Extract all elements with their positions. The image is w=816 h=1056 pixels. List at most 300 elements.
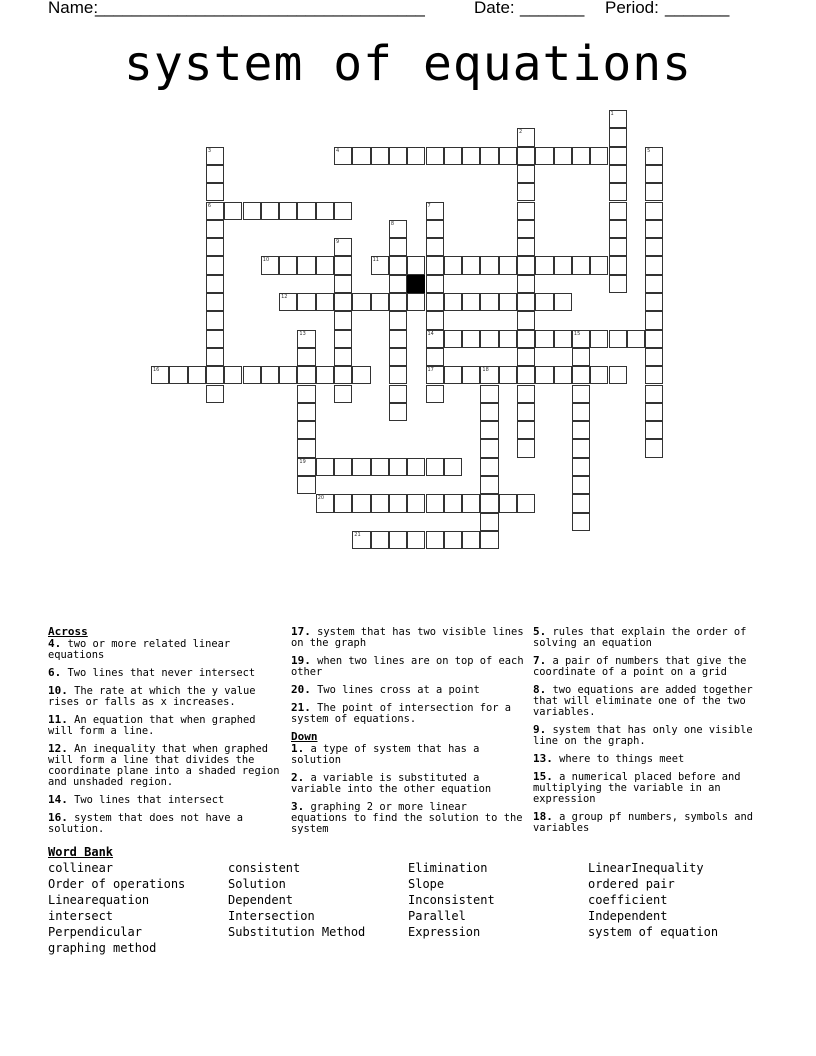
grid-cell[interactable] bbox=[480, 256, 498, 274]
grid-cell[interactable] bbox=[517, 238, 535, 256]
grid-cell[interactable] bbox=[334, 458, 352, 476]
grid-cell[interactable] bbox=[316, 494, 334, 512]
clue-item bbox=[291, 702, 527, 725]
grid-cell[interactable] bbox=[517, 220, 535, 238]
grid-cell[interactable] bbox=[572, 421, 590, 439]
grid-cell[interactable] bbox=[645, 439, 663, 457]
clue-item bbox=[291, 626, 527, 649]
grid-cell[interactable] bbox=[645, 256, 663, 274]
grid-cell[interactable] bbox=[426, 458, 444, 476]
grid-cell[interactable] bbox=[371, 494, 389, 512]
grid-cell[interactable] bbox=[572, 385, 590, 403]
grid-cell[interactable] bbox=[609, 110, 627, 128]
word-bank-item: Order of operations bbox=[48, 877, 186, 891]
grid-cell[interactable] bbox=[297, 403, 315, 421]
clue-number: 3 bbox=[207, 147, 212, 154]
grid-cell[interactable] bbox=[444, 494, 462, 512]
grid-cell[interactable] bbox=[572, 476, 590, 494]
grid-cell[interactable] bbox=[535, 256, 553, 274]
grid-cell[interactable] bbox=[590, 147, 608, 165]
clue-item bbox=[533, 771, 769, 805]
grid-cell[interactable] bbox=[297, 385, 315, 403]
grid-cell[interactable] bbox=[206, 311, 224, 329]
grid-cell[interactable] bbox=[426, 293, 444, 311]
grid-cell[interactable] bbox=[572, 513, 590, 531]
grid-cell[interactable] bbox=[371, 147, 389, 165]
grid-cell[interactable] bbox=[206, 202, 224, 220]
grid-cell[interactable] bbox=[352, 531, 370, 549]
grid-cell[interactable] bbox=[609, 128, 627, 146]
grid-cell[interactable] bbox=[554, 256, 572, 274]
grid-cell[interactable] bbox=[206, 238, 224, 256]
clue-item bbox=[48, 812, 284, 835]
clue-text: graphing 2 or more linear equations to find the solution to the system bbox=[291, 801, 523, 835]
clue-item bbox=[48, 794, 284, 806]
grid-cell[interactable] bbox=[609, 220, 627, 238]
clue-item bbox=[533, 811, 769, 834]
clue-number-label: 9. bbox=[533, 723, 547, 736]
clue-item bbox=[291, 655, 527, 678]
word-bank-item: Inconsistent bbox=[408, 893, 495, 907]
grid-cell[interactable] bbox=[609, 238, 627, 256]
grid-cell[interactable] bbox=[462, 147, 480, 165]
grid-cell[interactable] bbox=[334, 147, 352, 165]
grid-cell[interactable] bbox=[554, 293, 572, 311]
grid-cell[interactable] bbox=[535, 147, 553, 165]
grid-cell[interactable] bbox=[426, 311, 444, 329]
clue-number: 9 bbox=[336, 239, 340, 246]
grid-cell[interactable] bbox=[517, 366, 535, 384]
down-clues-part-1 bbox=[291, 743, 527, 835]
clues-column-3 bbox=[533, 626, 769, 840]
grid-cell[interactable] bbox=[426, 238, 444, 256]
clue-number: 17 bbox=[427, 367, 434, 374]
grid-cell[interactable] bbox=[316, 202, 334, 220]
grid-cell[interactable] bbox=[444, 366, 462, 384]
grid-cell[interactable] bbox=[206, 165, 224, 183]
clue-number-label: 4. bbox=[48, 637, 62, 650]
grid-cell[interactable] bbox=[444, 256, 462, 274]
clue-number-label: 5. bbox=[533, 625, 547, 638]
grid-cell[interactable] bbox=[517, 183, 535, 201]
grid-cell[interactable] bbox=[297, 202, 315, 220]
grid-cell[interactable] bbox=[645, 202, 663, 220]
clue-number: 4 bbox=[336, 147, 340, 154]
grid-cell[interactable] bbox=[352, 494, 370, 512]
word-bank-item: Elimination bbox=[408, 861, 488, 875]
grid-cell[interactable] bbox=[206, 293, 224, 311]
grid-cell[interactable] bbox=[462, 366, 480, 384]
grid-cell[interactable] bbox=[517, 494, 535, 512]
word-bank-item: consistent bbox=[228, 861, 301, 875]
grid-cell[interactable] bbox=[444, 531, 462, 549]
grid-cell[interactable] bbox=[517, 293, 535, 311]
grid-cell[interactable] bbox=[297, 476, 315, 494]
grid-cell[interactable] bbox=[572, 147, 590, 165]
clue-item bbox=[533, 753, 769, 765]
grid-cell[interactable] bbox=[645, 293, 663, 311]
clue-number-label: 7. bbox=[533, 654, 547, 667]
grid-cell[interactable] bbox=[572, 348, 590, 366]
grid-cell[interactable] bbox=[645, 330, 663, 348]
grid-cell[interactable] bbox=[169, 366, 187, 384]
grid-cell[interactable] bbox=[279, 256, 297, 274]
clue-text: An inequality that when graphed will form a line that divides the coordinate plane into a shaded region and unshaded region. bbox=[48, 743, 280, 788]
grid-cell[interactable] bbox=[517, 385, 535, 403]
clue-number-label: 19. bbox=[291, 654, 311, 667]
grid-cell[interactable] bbox=[279, 366, 297, 384]
grid-cell[interactable] bbox=[297, 366, 315, 384]
grid-cell[interactable] bbox=[206, 220, 224, 238]
grid-cell[interactable] bbox=[499, 293, 517, 311]
grid-cell[interactable] bbox=[462, 293, 480, 311]
grid-cell[interactable] bbox=[297, 256, 315, 274]
grid-cell[interactable] bbox=[590, 330, 608, 348]
grid-cell[interactable] bbox=[444, 330, 462, 348]
clue-text: system that has two visible lines on the graph bbox=[291, 626, 524, 649]
clue-text: a variable is substituted a variable into the other equation bbox=[291, 772, 492, 795]
grid-cell[interactable] bbox=[316, 458, 334, 476]
word-bank-item: collinear bbox=[48, 861, 114, 875]
grid-cell[interactable] bbox=[352, 366, 370, 384]
grid-cell[interactable] bbox=[499, 494, 517, 512]
grid-cell[interactable] bbox=[371, 531, 389, 549]
grid-cell[interactable] bbox=[352, 458, 370, 476]
clue-item bbox=[291, 684, 527, 696]
grid-cell[interactable] bbox=[572, 366, 590, 384]
grid-cell[interactable] bbox=[462, 330, 480, 348]
clue-number: 5 bbox=[647, 147, 651, 154]
grid-cell[interactable] bbox=[590, 256, 608, 274]
grid-cell[interactable] bbox=[371, 458, 389, 476]
clue-text: system that has only one visible line on the graph. bbox=[533, 724, 753, 747]
grid-cell[interactable] bbox=[371, 256, 389, 274]
clue-item bbox=[533, 626, 769, 649]
word-bank-item: Solution bbox=[228, 877, 286, 891]
clue-text: Two lines that never intersect bbox=[61, 667, 256, 679]
word-bank-heading: Word Bank bbox=[48, 845, 114, 859]
grid-cell[interactable] bbox=[572, 403, 590, 421]
grid-cell[interactable] bbox=[554, 330, 572, 348]
grid-cell[interactable] bbox=[389, 366, 407, 384]
grid-cell[interactable] bbox=[407, 293, 425, 311]
grid-cell[interactable] bbox=[609, 165, 627, 183]
grid-cell[interactable] bbox=[645, 183, 663, 201]
grid-cell[interactable] bbox=[609, 330, 627, 348]
clue-text: Two lines that intersect bbox=[67, 794, 225, 806]
grid-cell[interactable] bbox=[316, 366, 334, 384]
grid-cell[interactable] bbox=[334, 348, 352, 366]
grid-cell[interactable] bbox=[517, 421, 535, 439]
clue-number: 7 bbox=[427, 202, 431, 209]
grid-cell[interactable] bbox=[206, 366, 224, 384]
grid-cell[interactable] bbox=[426, 275, 444, 293]
clue-number: 6 bbox=[207, 202, 212, 209]
grid-cell[interactable] bbox=[444, 147, 462, 165]
grid-cell[interactable] bbox=[517, 311, 535, 329]
grid-cell[interactable] bbox=[426, 366, 444, 384]
clue-number: 14 bbox=[427, 330, 434, 337]
grid-cell[interactable] bbox=[609, 275, 627, 293]
grid-cell[interactable] bbox=[389, 238, 407, 256]
grid-cell[interactable] bbox=[480, 385, 498, 403]
grid-cell[interactable] bbox=[407, 256, 425, 274]
clue-number: 15 bbox=[573, 330, 581, 337]
grid-cell[interactable] bbox=[480, 421, 498, 439]
clue-text: An equation that when graphed will form a line. bbox=[48, 714, 256, 737]
grid-cell[interactable] bbox=[297, 439, 315, 457]
clue-number-label: 18. bbox=[533, 810, 553, 823]
grid-cell[interactable] bbox=[334, 256, 352, 274]
clue-number: 13 bbox=[299, 330, 306, 337]
grid-cell[interactable] bbox=[188, 366, 206, 384]
clue-text: two or more related linear equations bbox=[48, 638, 231, 661]
grid-cell[interactable] bbox=[389, 147, 407, 165]
grid-cell[interactable] bbox=[480, 366, 498, 384]
grid-cell[interactable] bbox=[462, 494, 480, 512]
grid-cell[interactable] bbox=[645, 165, 663, 183]
grid-cell[interactable] bbox=[609, 202, 627, 220]
grid-cell[interactable] bbox=[554, 366, 572, 384]
grid-cell[interactable] bbox=[517, 202, 535, 220]
grid-cell[interactable] bbox=[645, 421, 663, 439]
clue-number-label: 8. bbox=[533, 683, 547, 696]
grid-cell[interactable] bbox=[389, 220, 407, 238]
crossword-grid bbox=[151, 110, 664, 550]
grid-cell[interactable] bbox=[645, 275, 663, 293]
clue-number: 18 bbox=[482, 367, 489, 374]
grid-cell[interactable] bbox=[371, 293, 389, 311]
grid-cell[interactable] bbox=[389, 531, 407, 549]
grid-cell[interactable] bbox=[499, 256, 517, 274]
grid-cell[interactable] bbox=[297, 421, 315, 439]
grid-cell[interactable] bbox=[334, 293, 352, 311]
grid-cell[interactable] bbox=[480, 476, 498, 494]
clue-item bbox=[533, 724, 769, 747]
grid-cell[interactable] bbox=[645, 385, 663, 403]
grid-cell[interactable] bbox=[609, 366, 627, 384]
grid-cell[interactable] bbox=[645, 348, 663, 366]
clue-number-label: 17. bbox=[291, 625, 311, 638]
clue-number: 11 bbox=[372, 257, 379, 264]
grid-cell[interactable] bbox=[389, 330, 407, 348]
grid-cell[interactable] bbox=[535, 366, 553, 384]
clue-number-label: 11. bbox=[48, 713, 68, 726]
word-bank-item: Linearequation bbox=[48, 893, 150, 907]
grid-cell[interactable] bbox=[316, 293, 334, 311]
grid-cell[interactable] bbox=[316, 256, 334, 274]
clue-text: when two lines are on top of each other bbox=[291, 655, 524, 678]
clue-item bbox=[48, 638, 284, 661]
grid-cell[interactable] bbox=[645, 403, 663, 421]
grid-cell[interactable] bbox=[517, 330, 535, 348]
grid-cell[interactable] bbox=[352, 293, 370, 311]
grid-cell[interactable] bbox=[517, 348, 535, 366]
date-field-line[interactable]: _______ bbox=[520, 0, 585, 17]
clues-column-2 bbox=[291, 626, 527, 841]
grid-cell[interactable] bbox=[206, 147, 224, 165]
grid-cell[interactable] bbox=[572, 330, 590, 348]
grid-cell[interactable] bbox=[645, 147, 663, 165]
word-bank-item: system of equation bbox=[588, 925, 719, 939]
grid-cell[interactable] bbox=[407, 531, 425, 549]
grid-cell[interactable] bbox=[279, 202, 297, 220]
clue-number-label: 3. bbox=[291, 800, 305, 813]
grid-cell[interactable] bbox=[334, 366, 352, 384]
grid-cell[interactable] bbox=[572, 439, 590, 457]
grid-cell[interactable] bbox=[297, 458, 315, 476]
grid-cell[interactable] bbox=[645, 366, 663, 384]
grid-cell[interactable] bbox=[645, 238, 663, 256]
grid-cell[interactable] bbox=[517, 128, 535, 146]
grid-cell[interactable] bbox=[151, 366, 169, 384]
grid-cell[interactable] bbox=[572, 458, 590, 476]
grid-cell[interactable] bbox=[206, 330, 224, 348]
grid-cell[interactable] bbox=[426, 202, 444, 220]
grid-cell[interactable] bbox=[480, 330, 498, 348]
grid-cell[interactable] bbox=[243, 366, 261, 384]
grid-cell[interactable] bbox=[407, 458, 425, 476]
grid-cell[interactable] bbox=[444, 293, 462, 311]
grid-cell[interactable] bbox=[334, 311, 352, 329]
grid-cell[interactable] bbox=[499, 147, 517, 165]
grid-cell[interactable] bbox=[206, 385, 224, 403]
word-bank-item: Intersection bbox=[228, 909, 315, 923]
grid-cell[interactable] bbox=[334, 385, 352, 403]
grid-cell[interactable] bbox=[444, 458, 462, 476]
grid-cell[interactable] bbox=[261, 202, 279, 220]
grid-cell[interactable] bbox=[462, 531, 480, 549]
grid-cell[interactable] bbox=[517, 256, 535, 274]
grid-cell[interactable] bbox=[554, 147, 572, 165]
word-bank-item: intersect bbox=[48, 909, 114, 923]
grid-cell[interactable] bbox=[517, 439, 535, 457]
clue-item bbox=[291, 743, 527, 766]
grid-cell[interactable] bbox=[224, 202, 242, 220]
clue-number: 1 bbox=[610, 111, 614, 117]
grid-cell[interactable] bbox=[389, 311, 407, 329]
clue-text: a group pf numbers, symbols and variables bbox=[533, 811, 754, 834]
grid-cell[interactable] bbox=[206, 275, 224, 293]
grid-cell[interactable] bbox=[572, 494, 590, 512]
grid-cell[interactable] bbox=[645, 220, 663, 238]
grid-cell[interactable] bbox=[389, 275, 407, 293]
grid-cell[interactable] bbox=[389, 293, 407, 311]
grid-cell[interactable] bbox=[206, 183, 224, 201]
grid-cell[interactable] bbox=[334, 275, 352, 293]
grid-cell[interactable] bbox=[480, 147, 498, 165]
grid-cell[interactable] bbox=[517, 147, 535, 165]
grid-cell[interactable] bbox=[389, 348, 407, 366]
grid-cell[interactable] bbox=[535, 293, 553, 311]
grid-cell[interactable] bbox=[279, 293, 297, 311]
name-label: Name: bbox=[48, 0, 99, 17]
grid-cell[interactable] bbox=[407, 147, 425, 165]
clue-number: 19 bbox=[299, 458, 306, 465]
grid-cell[interactable] bbox=[206, 348, 224, 366]
grid-cell[interactable] bbox=[297, 293, 315, 311]
clue-item bbox=[48, 685, 284, 708]
grid-cell[interactable] bbox=[261, 366, 279, 384]
grid-cell[interactable] bbox=[334, 330, 352, 348]
grid-cell[interactable] bbox=[297, 330, 315, 348]
grid-cell[interactable] bbox=[426, 220, 444, 238]
grid-cell[interactable] bbox=[480, 531, 498, 549]
grid-cell[interactable] bbox=[426, 385, 444, 403]
name-field-line[interactable]: ____________________________________ bbox=[95, 0, 425, 17]
grid-cell[interactable] bbox=[609, 256, 627, 274]
grid-cell[interactable] bbox=[480, 513, 498, 531]
grid-cell[interactable] bbox=[426, 348, 444, 366]
grid-cell[interactable] bbox=[389, 458, 407, 476]
grid-cell[interactable] bbox=[426, 256, 444, 274]
grid-cell[interactable] bbox=[261, 256, 279, 274]
clue-text: Two lines cross at a point bbox=[310, 684, 480, 696]
grid-cell[interactable] bbox=[297, 348, 315, 366]
clue-text: a pair of numbers that give the coordinate of a point on a grid bbox=[533, 655, 747, 678]
grid-cell[interactable] bbox=[480, 439, 498, 457]
grid-cell[interactable] bbox=[517, 165, 535, 183]
word-bank-list bbox=[48, 860, 768, 956]
grid-cell[interactable] bbox=[572, 256, 590, 274]
grid-cell[interactable] bbox=[645, 311, 663, 329]
grid-cell[interactable] bbox=[517, 403, 535, 421]
period-field-line[interactable]: _______ bbox=[665, 0, 730, 17]
grid-cell[interactable] bbox=[609, 147, 627, 165]
clue-text: rules that explain the order of solving an equation bbox=[533, 626, 747, 649]
word-bank bbox=[48, 844, 768, 956]
clue-number: 10 bbox=[262, 257, 270, 264]
grid-cell[interactable] bbox=[334, 202, 352, 220]
grid-cell[interactable] bbox=[224, 366, 242, 384]
grid-cell[interactable] bbox=[462, 256, 480, 274]
word-bank-item: Independent bbox=[588, 909, 668, 923]
grid-cell[interactable] bbox=[389, 256, 407, 274]
grid-cell[interactable] bbox=[517, 275, 535, 293]
clue-number-label: 2. bbox=[291, 771, 305, 784]
grid-cell[interactable] bbox=[206, 256, 224, 274]
grid-cell[interactable] bbox=[352, 147, 370, 165]
grid-cell[interactable] bbox=[609, 183, 627, 201]
grid-cell[interactable] bbox=[389, 385, 407, 403]
grid-cell[interactable] bbox=[590, 366, 608, 384]
clue-item bbox=[48, 714, 284, 737]
across-heading: Across bbox=[48, 625, 88, 638]
grid-cell[interactable] bbox=[499, 366, 517, 384]
grid-cell[interactable] bbox=[480, 494, 498, 512]
grid-cell[interactable] bbox=[627, 330, 645, 348]
clue-text: where to things meet bbox=[552, 753, 685, 765]
grid-cell[interactable] bbox=[426, 494, 444, 512]
grid-cell[interactable] bbox=[243, 202, 261, 220]
grid-cell[interactable] bbox=[426, 330, 444, 348]
grid-cell[interactable] bbox=[389, 403, 407, 421]
grid-cell[interactable] bbox=[334, 494, 352, 512]
grid-cell[interactable] bbox=[426, 147, 444, 165]
grid-cell[interactable] bbox=[334, 238, 352, 256]
grid-cell[interactable] bbox=[499, 330, 517, 348]
grid-cell[interactable] bbox=[480, 293, 498, 311]
clue-item bbox=[48, 743, 284, 788]
grid-cell[interactable] bbox=[480, 458, 498, 476]
grid-cell[interactable] bbox=[535, 330, 553, 348]
grid-cell[interactable] bbox=[389, 494, 407, 512]
grid-cell[interactable] bbox=[426, 531, 444, 549]
grid-cell[interactable] bbox=[480, 403, 498, 421]
grid-cell[interactable] bbox=[407, 494, 425, 512]
word-bank-item: Perpendicular bbox=[48, 925, 142, 939]
clue-number-label: 15. bbox=[533, 770, 553, 783]
